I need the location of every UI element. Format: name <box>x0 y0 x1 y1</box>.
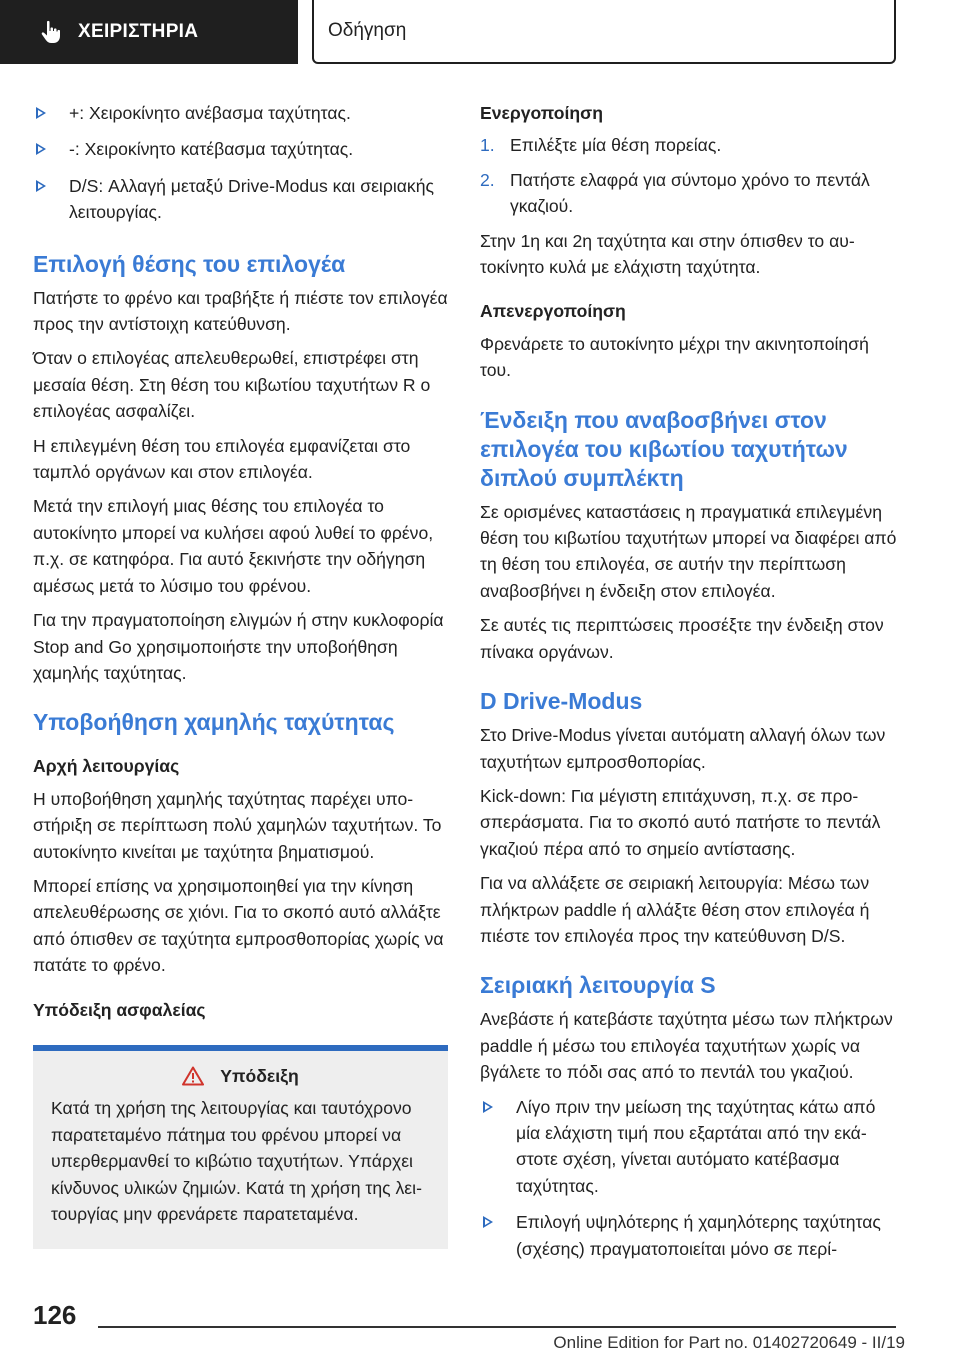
paragraph: Η επιλεγμένη θέση του επιλογέα εμφανίζεται στο ταμπλό οργάνων και στον επιλογέα. <box>33 435 411 483</box>
right-column <box>480 100 898 1272</box>
left-column <box>33 100 448 1249</box>
subsection-heading: Υπόδειξη ασφαλείας <box>33 999 206 1020</box>
list-item: D/S: Αλλαγή μεταξύ Drive-Modus και σειριακής λειτουργίας. <box>33 173 448 226</box>
section-label: ΧΕΙΡΙΣΤΗΡΙΑ <box>78 21 199 42</box>
paragraph: Πατήστε το φρένο και τραβήξτε ή πιέστε τον επιλογέα προς την αντίστοιχη κατεύθυνση. <box>33 287 448 335</box>
paragraph: Η υποβοήθηση χαμηλής ταχύτητας παρέχει υποστήριξη σε περίπτωση πολύ χαμηλών ταχυτήτων. Το αυτοκίνητο κινείται με ταχύτητα βηματισμού. <box>33 788 442 862</box>
paragraph: Μπορεί επίσης να χρησιμοποιηθεί για την κίνηση απελευθέρωσης σε χιόνι. Για το σκοπό αυτό αλλάξτε από όπισθεν σε ταχύτητα εμπροσθοπορίας χωρίς να πατάτε το φρένο. <box>33 875 444 976</box>
paragraph: Για την πραγματοποίηση ελιγμών ή στην κυκλοφορία Stop and Go χρησιμοποιήστε την υποβοήθηση χαμηλής ταχύτητας. <box>33 610 444 683</box>
footer-divider <box>98 1326 896 1328</box>
paragraph: Όταν ο επιλογέας απελευθερωθεί, επιστρέφει στη μεσαία θέση. Στη θέση του κιβωτίου ταχυτήτων R ο επιλογέας ασφαλίζει. <box>33 348 431 422</box>
page-header <box>0 0 960 66</box>
section-heading: Υποβοήθηση χαμηλής ταχύτητας <box>33 709 395 736</box>
list-item: 1. Επιλέξτε μία θέση πορείας. <box>480 135 722 156</box>
paragraph: Σε αυτές τις περιπτώσεις προσέξτε την ένδειξη στον πίνακα οργάνων. <box>480 615 884 662</box>
paragraph: Kick-down: Για μέγιστη επιτάχυνση, π.χ. σε προσπεράσματα. Για το σκοπό αυτό πατήστε το πεντάλ γκαζιού πέρα από το σημείο αντίστασης. <box>480 785 881 859</box>
notice-text: Κατά τη χρήση της λειτουργίας και ταυτόχρονο παρατεταμένο πάτημα του φρένου μπορεί να υπερθερμανθεί το κιβώτιο ταχυτήτων. Υπάρχει κίνδυνος υλικών ζημιών. Κατά τη χρήση της λειτουργίας μην φρενάρετε παρατεταμένα. <box>51 1098 422 1224</box>
section-tab[interactable] <box>0 0 298 64</box>
list-item: Επιλογή υψηλότερης ή χαμηλότερης ταχύτητας (σχέσης) πραγματοποιείται μόνο σε περί- <box>480 1209 898 1262</box>
triangle-bullet-icon <box>36 143 46 155</box>
triangle-bullet-icon <box>36 180 46 192</box>
triangle-bullet-icon <box>36 107 46 119</box>
list-item: Λίγο πριν την μείωση της ταχύτητας κάτω από μία ελάχιστη τιμή που εξαρτάται από την εκάστοτε σχέση, γίνεται αυτόματο κατέβασμα ταχύτητας. <box>480 1094 898 1200</box>
section-heading: Επιλογή θέσης του επιλογέα <box>33 250 346 277</box>
triangle-bullet-icon <box>483 1216 493 1228</box>
paragraph: Στο Drive-Modus γίνεται αυτόματη αλλαγή όλων των ταχυτήτων εμπροσθοπορίας. <box>480 725 886 772</box>
section-heading: D Drive-Modus <box>480 688 643 715</box>
list-item: -: Χειροκίνητο κατέβασμα ταχύτητας. <box>33 136 448 162</box>
warning-triangle-icon <box>182 1066 204 1086</box>
list-item: 2. Πατήστε ελαφρά για σύντομο χρόνο το πεντάλ γκαζιού. <box>480 169 870 217</box>
chapter-label: Οδήγηση <box>328 20 407 41</box>
chapter-tab[interactable] <box>312 0 896 64</box>
notice-title: Υπόδειξη <box>51 1063 430 1089</box>
section-heading: Σειριακή λειτουργία S <box>480 972 716 999</box>
paragraph: Σε ορισμένες καταστάσεις η πραγματικά επιλεγμένη θέση του κιβωτίου ταχυτήτων μπορεί να διαφέρει από τη θέση του επιλογέα, σε αυτήν την περίπτωση αναβοσβήνει η ένδειξη στον επιλογέα. <box>480 501 897 601</box>
triangle-bullet-icon <box>483 1101 493 1113</box>
subsection-heading: Απενεργοποίηση <box>480 301 626 322</box>
paragraph: Στην 1η και 2η ταχύτητα και στην όπισθεν το αυτοκίνητο κυλά με ελάχιστη ταχύτητα. <box>480 230 855 278</box>
hand-pointer-icon <box>38 19 64 45</box>
safety-notice <box>33 1045 448 1249</box>
page-number: 126 <box>33 1300 77 1330</box>
edition-note: Online Edition for Part no. 01402720649 - II/19 <box>553 1333 905 1352</box>
paragraph: Φρενάρετε το αυτοκίνητο μέχρι την ακινητοποίησή του. <box>480 333 869 381</box>
paragraph: Για να αλλάξετε σε σειριακή λειτουργία: Μέσω των πλήκτρων paddle ή αλλάξτε θέση στον επιλογέα ή πιέστε τον επιλογέα προς την κατεύθυνση D/S. <box>480 873 870 946</box>
subsection-heading: Αρχή λειτουργίας <box>33 756 180 777</box>
paragraph: Μετά την επιλογή μιας θέσης του επιλογέα το αυτοκίνητο μπορεί να κυλήσει αφού λυθεί το φρένο, π.χ. σε κατηφόρα. Για αυτό ξεκινήστε την οδήγηση αμέσως μετά το λύσιμο του φρένου. <box>33 496 434 596</box>
list-item: +: Χειροκίνητο ανέβασμα ταχύτητας. <box>33 100 448 126</box>
subsection-heading: Ενεργοποίηση <box>480 103 603 123</box>
paragraph: Ανεβάστε ή κατεβάστε ταχύτητα μέσω των πλήκτρων paddle ή μέσω του επιλογέα ταχυτήτων χωρίς να βγάλετε το πόδι σας από το πεντάλ του γκαζιού. <box>480 1009 893 1083</box>
section-heading: Ένδειξη που αναβοσβήνει στον επιλογέα του κιβωτίου ταχυτήτων διπλού συμπλέκτη <box>480 406 848 491</box>
